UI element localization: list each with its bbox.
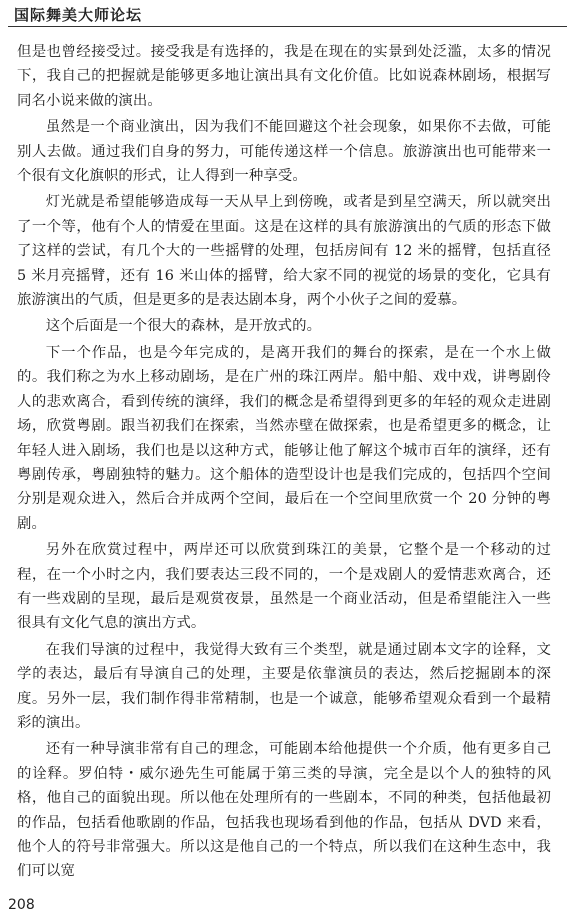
paragraph: 但是也曾经接受过。接受我是有选择的，我是在现在的实景到处泛滥，太多的情况下，我自己的把握就是能够更多地让演出具有文化价值。比如说森林剧场，根据写同名小说来做的演出。 — [17, 44, 551, 109]
page-number: 208 — [8, 897, 35, 913]
page-footer — [0, 893, 575, 923]
article-body — [17, 40, 551, 884]
paragraph: 虽然是一个商业演出，因为我们不能回避这个社会现象，如果你不去做，可能别人去做。通过我们自身的努力，可能传递这样一个信息。旅游演出也可能带来一个很有文化旗帜的形式，让人得到一种享受。 — [17, 119, 551, 185]
paragraph: 灯光就是希望能够造成每一天从早上到傍晚，或者是到星空满天，所以就突出了一个等，他有个人的情爱在里面。这是在这样的具有旅游演出的气质的形态下做了这样的尝试，有几个大的一些摇臂的处理，包括房间有 12 米的摇臂，包括直径 5 米月亮摇臂，还有 16 米山体的摇臂，给大家不同的视觉的场景的变化，它具有旅游演出的气质，但是更多的是表达剧本身，两个小伙子之间的爱慕。 — [17, 194, 551, 309]
header-title: 国际舞美大师论坛 — [14, 6, 143, 24]
paragraph: 在我们导演的过程中，我觉得大致有三个类型，就是通过剧本文字的诠释，文学的表达，最后有导演自己的处理，主要是依靠演员的表达，然后挖掘剧本的深度。另外一层，我们制作得非常精制，也是一个诚意，能够希望观众看到一个最精彩的演出。 — [17, 641, 551, 731]
paragraph: 另外在欣赏过程中，两岸还可以欣赏到珠江的美景，它整个是一个移动的过程，在一个小时之内，我们要表达三段不同的，一个是戏剧人的爱情悲欢离合，还有一些戏剧的呈现，最后是观赏夜景，虽然是一个商业活动，但是希望能注入一些很具有文化气息的演出方式。 — [17, 542, 551, 632]
paragraph: 还有一种导演非常有自己的理念，可能剧本给他提供一个介质，他有更多自己的诠释。罗伯特・威尔逊先生可能属于第三类的导演，完全是以个人的独特的风格，他自己的面貌出现。所以他在处理所有的一些剧本，不同的种类，包括他最初的作品，包括看他歌剧的作品，包括我也现场看到他的作品，包括从 DVD 来看，他个人的符号非常强大。所以这是他自己的一个特点，所以我们在这种生态中，我们可以宽 — [17, 741, 551, 880]
running-header — [8, 2, 567, 27]
paragraph: 下一个作品，也是今年完成的，是离开我们的舞台的探索，是在一个水上做的。我们称之为水上移动剧场，是在广州的珠江两岸。船中船、戏中戏，讲粤剧伶人的悲欢离合，看到传统的演绎，我们的概念是希望得到更多的年轻的观众走进剧场，欣赏粤剧。跟当初我们在探索，当然赤壁在做探索，也是希望更多的概念，让年轻人进入剧场，我们也是以这种方式，能够让他了解这个城市百年的演绎，还有粤剧传承，粤剧独特的魅力。这个船体的造型设计也是我们完成的，包括四个空间分别是观众进入，然后合并成两个空间，最后在一个空间里欣赏一个 20 分钟的粤剧。 — [17, 344, 551, 532]
paragraph: 这个后面是一个很大的森林，是开放式的。 — [45, 318, 322, 335]
